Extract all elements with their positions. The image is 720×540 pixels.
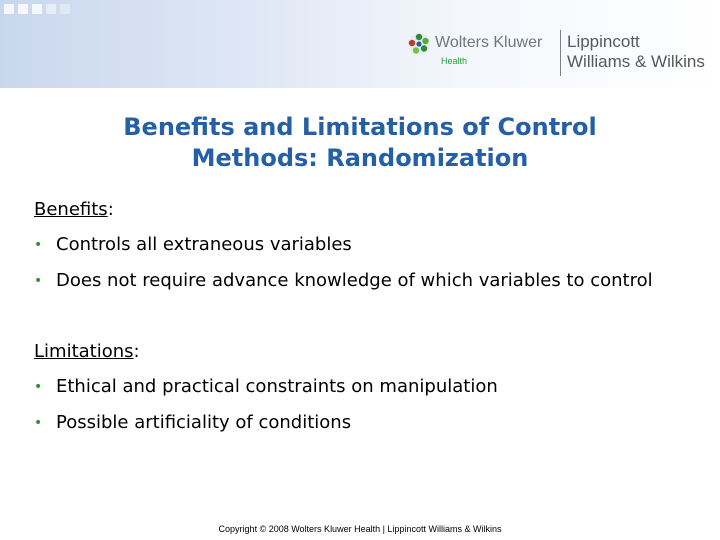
bullet-dot: • (34, 237, 43, 253)
list-item-text: Possible artificiality of conditions (56, 412, 352, 433)
logo-divider (560, 30, 561, 76)
decorative-squares (0, 0, 90, 20)
bullet-dot: • (34, 415, 43, 431)
section-heading (34, 338, 694, 366)
section-limitations (34, 338, 694, 434)
slide-title-line2: Methods: Randomization (191, 144, 529, 172)
list-item-text: Ethical and practical constraints on manipulation (56, 376, 498, 397)
publisher-logo (407, 28, 717, 78)
slide-title-line1: Benefits and Limitations of Control (123, 113, 597, 141)
section-heading (34, 196, 694, 224)
header-band (0, 0, 720, 88)
bullet-list (34, 234, 694, 292)
slide-title (30, 112, 690, 174)
wolters-kluwer-globe-icon (407, 32, 431, 56)
list-item (34, 270, 694, 292)
bullet-list (34, 376, 694, 434)
section-heading-label: Limitations (34, 341, 134, 362)
section-heading-colon: : (107, 199, 114, 220)
section-heading-label: Benefits (34, 199, 108, 220)
list-item (34, 376, 694, 398)
publisher-secondary-name (567, 32, 705, 72)
list-item-text: Controls all extraneous variables (56, 234, 352, 255)
list-item (34, 412, 694, 434)
slide-content (34, 196, 694, 434)
section-benefits (34, 196, 694, 292)
copyright-footer: Copyright © 2008 Wolters Kluwer Health | Lippincott Williams & Wilkins (218, 524, 502, 534)
list-item-text: Does not require advance knowledge of which variables to control (56, 270, 653, 291)
bullet-dot: • (34, 273, 43, 289)
publisher-secondary-line2: Williams & Wilkins (567, 52, 705, 71)
publisher-primary-name: Wolters Kluwer (435, 34, 543, 51)
publisher-sub-name: Health (441, 56, 468, 66)
publisher-secondary-line1: Lippincott (567, 32, 640, 51)
bullet-dot: • (34, 379, 43, 395)
section-heading-colon: : (133, 341, 140, 362)
list-item (34, 234, 694, 256)
